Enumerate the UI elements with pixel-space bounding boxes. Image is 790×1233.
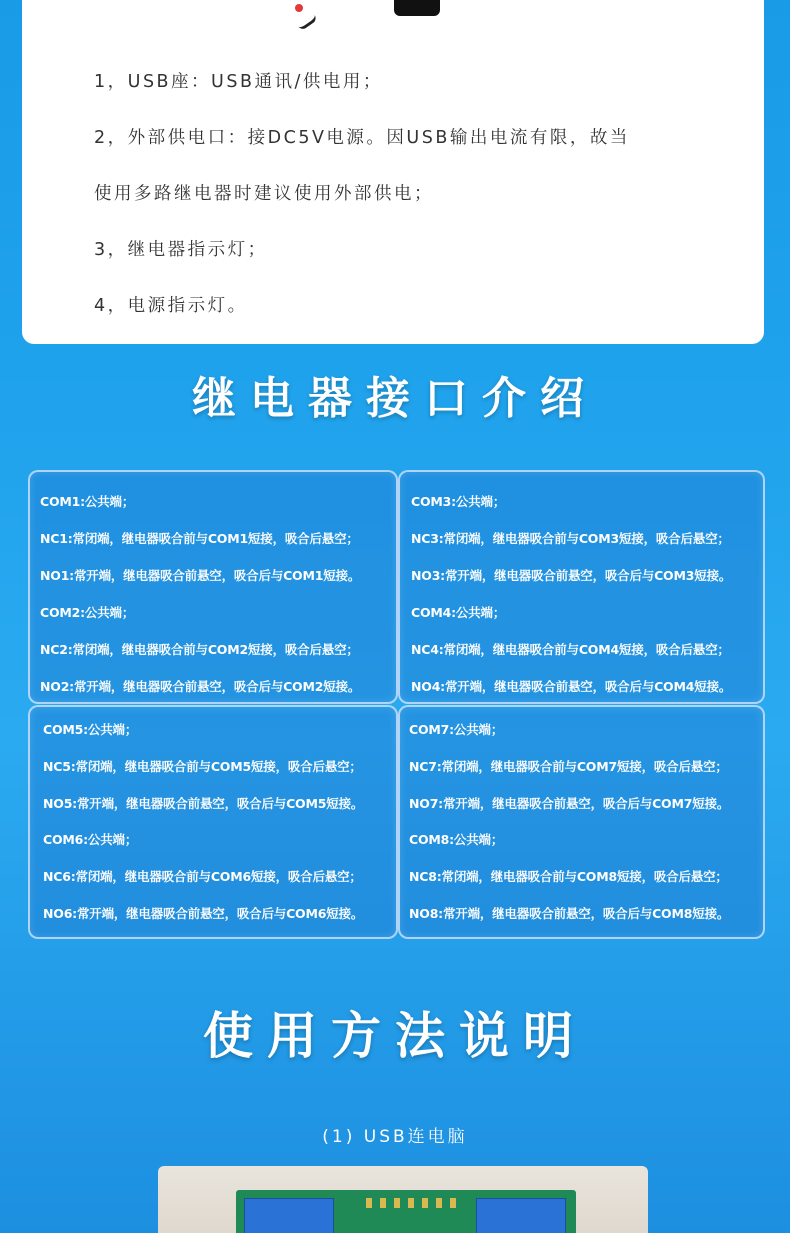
usage-title: 使用方法说明: [203, 1007, 587, 1065]
relay-info-row: NC4:常闭端，继电器吸合前与COM4短接，吸合后悬空；: [411, 642, 730, 657]
feature-line-1: 1，USB座：USB通讯/供电用；: [94, 72, 383, 92]
relay-info-row: NC6:常闭端，继电器吸合前与COM6短接，吸合后悬空；: [43, 869, 362, 884]
relay-info-row: NO3:常开端，继电器吸合前悬空，吸合后与COM3短接。: [411, 568, 732, 583]
relay-info-row: COM3:公共端；: [411, 494, 506, 509]
relay-info-row: NO6:常开端，继电器吸合前悬空，吸合后与COM6短接。: [43, 906, 364, 921]
relay-info-row: COM7:公共端；: [409, 722, 504, 737]
feature-line-3: 使用多路继电器时建议使用外部供电；: [94, 184, 434, 204]
relay-info-row: COM2:公共端；: [40, 605, 135, 620]
feature-line-4: 3，继电器指示灯；: [94, 240, 268, 260]
led-indicator-image: [295, 4, 303, 12]
relay-info-box-4: [398, 705, 765, 939]
relay-info-row: COM1:公共端；: [40, 494, 135, 509]
relay-info-row: NO4:常开端，继电器吸合前悬空，吸合后与COM4短接。: [411, 679, 732, 694]
pin-header-image: [366, 1198, 456, 1208]
relay-info-row: NC1:常闭端，继电器吸合前与COM1短接，吸合后悬空；: [40, 531, 359, 546]
relay-module-image: [244, 1198, 334, 1233]
cable-image: [298, 15, 318, 31]
relay-info-row: COM5:公共端；: [43, 722, 138, 737]
relay-info-row: NC3:常闭端，继电器吸合前与COM3短接，吸合后悬空；: [411, 531, 730, 546]
relay-info-row: COM6:公共端；: [43, 832, 138, 847]
usage-step-usb: (1) USB连电脑: [322, 1127, 468, 1147]
relay-info-row: NO7:常开端，继电器吸合前悬空，吸合后与COM7短接。: [409, 796, 730, 811]
relay-info-row: NC8:常闭端，继电器吸合前与COM8短接，吸合后悬空；: [409, 869, 728, 884]
relay-info-row: NC2:常闭端，继电器吸合前与COM2短接，吸合后悬空；: [40, 642, 359, 657]
relay-board-photo: [158, 1166, 648, 1233]
relay-info-row: NO1:常开端，继电器吸合前悬空，吸合后与COM1短接。: [40, 568, 361, 583]
pcb-board-image: [236, 1190, 576, 1233]
relay-module-image: [476, 1198, 566, 1233]
feature-line-5: 4，电源指示灯。: [94, 296, 248, 316]
relay-info-row: NC5:常闭端，继电器吸合前与COM5短接，吸合后悬空；: [43, 759, 362, 774]
feature-line-2: 2，外部供电口：接DC5V电源。因USB输出电流有限，故当: [94, 128, 630, 148]
relay-info-row: NO2:常开端，继电器吸合前悬空，吸合后与COM2短接。: [40, 679, 361, 694]
relay-info-row: COM4:公共端；: [411, 605, 506, 620]
relay-info-box-2: [398, 470, 765, 704]
product-photo-fragment: [290, 0, 450, 30]
relay-info-box-1: [28, 470, 398, 704]
relay-info-box-3: [28, 705, 398, 939]
relay-info-row: NC7:常闭端，继电器吸合前与COM7短接，吸合后悬空；: [409, 759, 728, 774]
relay-info-row: NO8:常开端，继电器吸合前悬空，吸合后与COM8短接。: [409, 906, 730, 921]
relay-info-row: NO5:常开端，继电器吸合前悬空，吸合后与COM5短接。: [43, 796, 364, 811]
usb-connector-image: [394, 0, 440, 16]
relay-interface-title: 继电器接口介绍: [192, 373, 598, 424]
relay-info-row: COM8:公共端；: [409, 832, 504, 847]
